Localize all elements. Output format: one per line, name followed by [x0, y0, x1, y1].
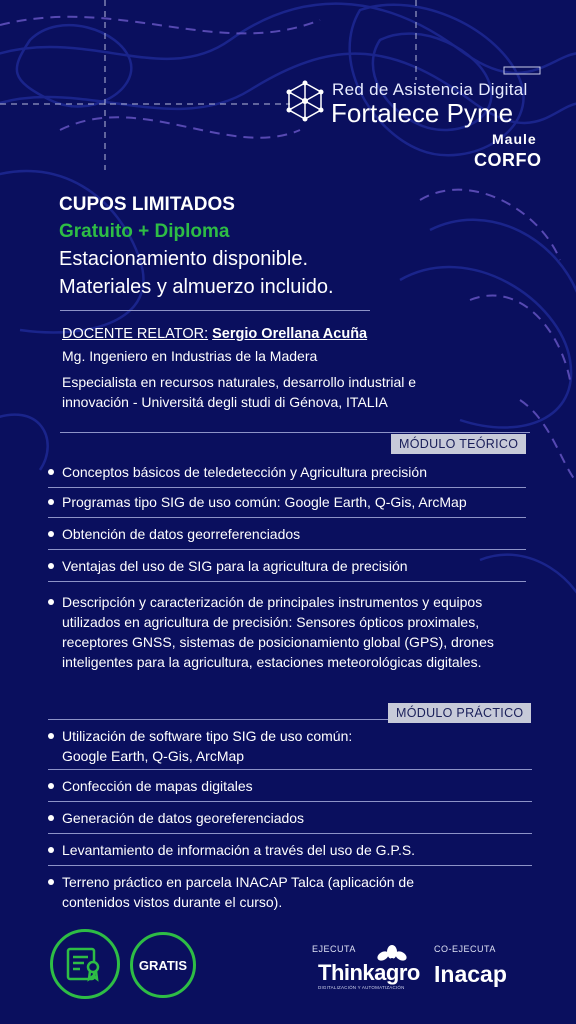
list-item: Utilización de software tipo SIG de uso común: Google Earth, Q-Gis, ArcMap [48, 726, 398, 766]
list-item: Ventajas del uso de SIG para la agricultura de precisión [48, 556, 518, 576]
brand-network-name: Red de Asistencia Digital [332, 80, 528, 99]
list-item: Programas tipo SIG de uso común: Google Earth, Q-Gis, ArcMap [48, 492, 518, 512]
free-diploma-heading: Gratuito + Diploma [59, 221, 230, 242]
list-item: Conceptos básicos de teledetección y Agricultura precisión [48, 462, 518, 482]
brand-region: Maule [492, 131, 537, 147]
divider [48, 719, 388, 720]
bullet [48, 563, 54, 569]
list-item: Generación de datos georeferenciados [48, 808, 518, 828]
theory-module-badge: MÓDULO TEÓRICO [391, 434, 526, 454]
free-badge-label: GRATIS [138, 957, 188, 973]
instructor-name: Sergio Orellana Acuña [212, 326, 368, 342]
instructor-degree: Mg. Ingeniero en Industrias de la Madera [62, 348, 318, 364]
diploma-certificate-icon [66, 945, 104, 983]
divider [48, 833, 532, 834]
divider [48, 517, 526, 518]
instructor-label: DOCENTE RELATOR: [62, 326, 209, 342]
thinkagro-tagline: DIGITALIZACIÓN Y AUTOMATIZACIÓN [318, 985, 405, 990]
limited-seats-heading: CUPOS LIMITADOS [59, 194, 235, 215]
instructor-line [62, 326, 367, 342]
co-executor-label: CO-EJECUTA [434, 944, 496, 954]
divider [48, 769, 532, 770]
materials-text: Materiales y almuerzo incluido. [59, 276, 334, 298]
divider [48, 549, 526, 550]
list-item: Descripción y caracterización de principales instrumentos y equipos utilizados en agricultura de precisión: Sensores ópticos proximales, receptores GNSS, sistemas de posicionamiento global (GPS), drones inteligentes para la agricultura, estaciones meteorológicas digitales. [48, 592, 528, 672]
network-logo-icon [284, 80, 326, 122]
divider [48, 487, 526, 488]
bullet [48, 783, 54, 789]
bullet [48, 599, 54, 605]
practice-module-badge: MÓDULO PRÁCTICO [388, 703, 531, 723]
bullet [48, 733, 54, 739]
list-item: Terreno práctico en parcela INACAP Talca (aplicación de contenidos vistos durante el curso). [48, 872, 428, 912]
inacap-logo: Inacap [434, 961, 507, 987]
parking-text: Estacionamiento disponible. [59, 248, 309, 270]
instructor-specialty: Especialista en recursos naturales, desarrollo industrial e innovación - Universitá degli studi di Génova, ITALIA [62, 374, 417, 410]
bullet [48, 531, 54, 537]
bullet [48, 469, 54, 475]
divider [60, 310, 370, 311]
list-item: Levantamiento de información a través del uso de G.P.S. [48, 840, 518, 860]
divider [48, 801, 532, 802]
divider [48, 581, 526, 582]
bullet [48, 847, 54, 853]
bullet [48, 815, 54, 821]
divider [48, 865, 532, 866]
list-item: Confección de mapas digitales [48, 776, 518, 796]
list-item: Obtención de datos georreferenciados [48, 524, 518, 544]
bullet [48, 879, 54, 885]
divider [60, 432, 530, 433]
bullet [48, 499, 54, 505]
corfo-logo: CORFO [474, 150, 542, 170]
brand-program-name: Fortalece Pyme [331, 98, 514, 128]
executor-label: EJECUTA [312, 944, 356, 954]
thinkagro-logo: Thinkagro [318, 960, 420, 985]
